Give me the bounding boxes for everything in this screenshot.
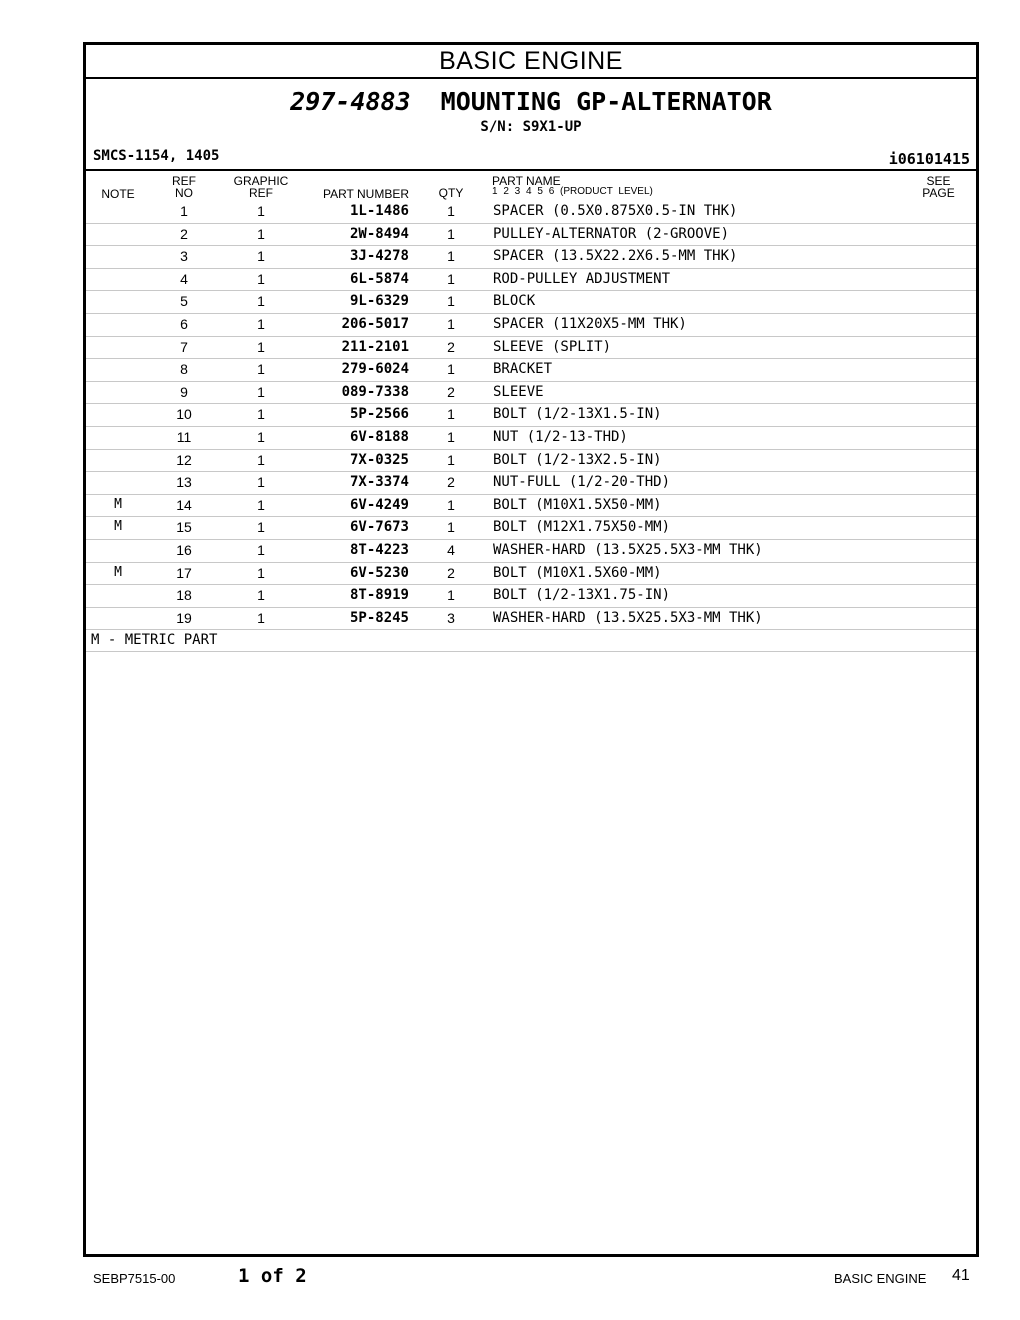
graphic-ref-cell: 1 (257, 496, 265, 513)
ref-no-cell: 12 (176, 451, 192, 468)
table-row (86, 450, 976, 473)
part-name-cell: ROD-PULLEY ADJUSTMENT (493, 270, 671, 287)
table-row (86, 495, 976, 518)
table-row (86, 563, 976, 586)
table-row (86, 608, 976, 631)
metric-footnote: M - METRIC PART (91, 632, 218, 649)
qty-cell: 1 (447, 270, 455, 287)
part-name-cell: BOLT (M10X1.5X60-MM) (493, 564, 662, 581)
part-name-cell: SLEEVE (493, 383, 544, 400)
qty-cell: 1 (447, 225, 455, 242)
qty-cell: 1 (447, 361, 455, 378)
note-cell: M (114, 496, 122, 512)
graphic-ref-cell: 1 (257, 428, 265, 445)
part-name-cell: SPACER (13.5X22.2X6.5-MM THK) (493, 248, 738, 265)
part-name-cell: BOLT (M10X1.5X50-MM) (493, 496, 662, 513)
graphic-ref-cell: 1 (257, 587, 265, 604)
part-number-cell: 6V-4249 (349, 496, 409, 513)
part-name-cell: BOLT (1/2-13X1.75-IN) (493, 587, 671, 604)
ref-no-cell: 7 (180, 338, 188, 355)
qty-cell: 2 (447, 564, 455, 581)
illustration-id: i06101415 (888, 150, 970, 168)
part-number-cell: 089-7338 (341, 383, 409, 400)
table-row (86, 337, 976, 360)
part-name-cell: WASHER-HARD (13.5X25.5X3-MM THK) (493, 609, 763, 626)
column-header-see-page (916, 175, 961, 199)
ref-no-cell: 16 (176, 541, 192, 558)
part-number-cell: 8T-8919 (349, 587, 409, 604)
graphic-ref-cell: 1 (257, 406, 265, 423)
ref-no-cell: 6 (180, 315, 188, 332)
qty-cell: 1 (447, 293, 455, 310)
ref-no-cell: 15 (176, 519, 192, 536)
footer-section: BASIC ENGINE (834, 1271, 927, 1286)
table-row (86, 201, 976, 224)
part-number-cell: 7X-3374 (349, 474, 409, 491)
parts-page-frame (83, 42, 979, 1257)
part-name-cell: PULLEY-ALTERNATOR (2-GROOVE) (493, 225, 730, 242)
ref-no-cell: 1 (180, 203, 188, 219)
group-heading (86, 87, 976, 117)
ref-no-cell: 17 (176, 564, 192, 581)
part-name-cell: WASHER-HARD (13.5X25.5X3-MM THK) (493, 541, 763, 558)
part-number-cell: 8T-4223 (349, 541, 409, 558)
qty-cell: 1 (447, 496, 455, 513)
table-row (86, 314, 976, 337)
note-cell: M (114, 564, 122, 580)
qty-cell: 2 (447, 338, 455, 355)
table-row (86, 291, 976, 314)
part-number-cell: 6V-8188 (349, 428, 409, 445)
page-number: 41 (952, 1267, 970, 1284)
graphic-ref-cell: 1 (257, 383, 265, 400)
part-name-cell: SLEEVE (SPLIT) (493, 338, 612, 355)
smcs-codes: SMCS-1154, 1405 (93, 148, 220, 164)
part-number-cell: 3J-4278 (349, 248, 409, 265)
group-name: MOUNTING GP-ALTERNATOR (440, 87, 772, 116)
column-header-ref-no (166, 175, 202, 199)
graphic-ref-cell: 1 (257, 203, 265, 219)
part-name-cell: BOLT (1/2-13X1.5-IN) (493, 406, 662, 423)
column-header-part-name: PART NAME (492, 174, 561, 188)
graphic-ref-cell: 1 (257, 225, 265, 242)
graphic-ref-cell: 1 (257, 361, 265, 378)
part-name-cell: BRACKET (493, 361, 553, 378)
group-part-number: 297-4883 (290, 87, 411, 116)
graphic-ref-cell: 1 (257, 293, 265, 310)
table-row (86, 585, 976, 608)
section-title: BASIC ENGINE (86, 45, 976, 79)
part-number-cell: 9L-6329 (349, 293, 409, 310)
qty-cell: 1 (447, 428, 455, 445)
part-name-cell: SPACER (0.5X0.875X0.5-IN THK) (493, 203, 738, 219)
ref-no-cell: 19 (176, 609, 192, 626)
column-header-part-number: PART NUMBER (322, 187, 409, 201)
graphic-ref-cell: 1 (257, 315, 265, 332)
qty-cell: 1 (447, 519, 455, 536)
graphic-ref-cell: 1 (257, 541, 265, 558)
graphic-ref-cell: 1 (257, 609, 265, 626)
column-header-note: NOTE (101, 187, 135, 201)
table-row (86, 246, 976, 269)
footnote-row (86, 630, 976, 652)
part-name-cell: BOLT (1/2-13X2.5-IN) (493, 451, 662, 468)
table-row (86, 472, 976, 495)
part-number-cell: 6V-5230 (349, 564, 409, 581)
qty-cell: 1 (447, 248, 455, 265)
ref-header-bottom: NO (175, 186, 193, 200)
table-row (86, 427, 976, 450)
table-row (86, 224, 976, 247)
document-number: SEBP7515-00 (93, 1271, 176, 1286)
ref-no-cell: 9 (180, 383, 188, 400)
qty-cell: 2 (447, 383, 455, 400)
table-row (86, 404, 976, 427)
qty-cell: 3 (447, 609, 455, 626)
ref-no-cell: 8 (180, 361, 188, 378)
page-count: 1 of 2 (238, 1265, 307, 1287)
graphic-ref-cell: 1 (257, 519, 265, 536)
qty-cell: 1 (447, 451, 455, 468)
graphic-ref-cell: 1 (257, 338, 265, 355)
graphic-header-bottom: REF (249, 186, 273, 200)
ref-no-cell: 4 (180, 270, 188, 287)
part-name-cell: BOLT (M12X1.75X50-MM) (493, 519, 671, 536)
qty-cell: 1 (447, 203, 455, 219)
column-header-graphic-ref (226, 175, 296, 199)
ref-no-cell: 14 (176, 496, 192, 513)
qty-cell: 1 (447, 406, 455, 423)
part-number-cell: 5P-8245 (349, 609, 409, 626)
ref-no-cell: 3 (180, 248, 188, 265)
part-number-cell: 2W-8494 (349, 225, 409, 242)
part-number-cell: 5P-2566 (349, 406, 409, 423)
graphic-ref-cell: 1 (257, 564, 265, 581)
part-name-cell: NUT-FULL (1/2-20-THD) (493, 474, 671, 491)
part-number-cell: 206-5017 (341, 315, 409, 332)
graphic-ref-cell: 1 (257, 248, 265, 265)
part-number-cell: 6L-5874 (349, 270, 409, 287)
part-number-cell: 1L-1486 (349, 203, 409, 219)
ref-no-cell: 5 (180, 293, 188, 310)
qty-cell: 2 (447, 474, 455, 491)
parts-table (86, 201, 976, 652)
part-number-cell: 279-6024 (341, 361, 409, 378)
qty-cell: 1 (447, 587, 455, 604)
ref-no-cell: 10 (176, 406, 192, 423)
part-number-cell: 6V-7673 (349, 519, 409, 536)
serial-range: S/N: S9X1-UP (480, 119, 582, 135)
table-row (86, 269, 976, 292)
note-cell: M (114, 519, 122, 535)
graphic-ref-cell: 1 (257, 451, 265, 468)
graphic-ref-cell: 1 (257, 270, 265, 287)
table-row (86, 540, 976, 563)
part-name-cell: BLOCK (493, 293, 536, 310)
qty-cell: 4 (447, 541, 455, 558)
product-level-header: 1 2 3 4 5 6 (PRODUCT LEVEL) (492, 186, 653, 197)
ref-header-top: REF (172, 174, 196, 188)
see-header-bottom: PAGE (922, 186, 955, 200)
see-header-top: SEE (926, 174, 951, 188)
header-divider (86, 169, 976, 171)
qty-cell: 1 (447, 315, 455, 332)
graphic-ref-cell: 1 (257, 474, 265, 491)
ref-no-cell: 2 (180, 225, 188, 242)
table-row (86, 359, 976, 382)
part-name-cell: NUT (1/2-13-THD) (493, 428, 628, 445)
part-name-cell: SPACER (11X20X5-MM THK) (493, 315, 687, 332)
ref-no-cell: 18 (176, 587, 192, 604)
column-header-qty: QTY (438, 186, 464, 200)
table-row (86, 382, 976, 405)
part-number-cell: 7X-0325 (349, 451, 409, 468)
ref-no-cell: 13 (176, 474, 192, 491)
graphic-header-top: GRAPHIC (233, 174, 289, 188)
ref-no-cell: 11 (176, 428, 192, 445)
part-number-cell: 211-2101 (341, 338, 409, 355)
table-row (86, 517, 976, 540)
